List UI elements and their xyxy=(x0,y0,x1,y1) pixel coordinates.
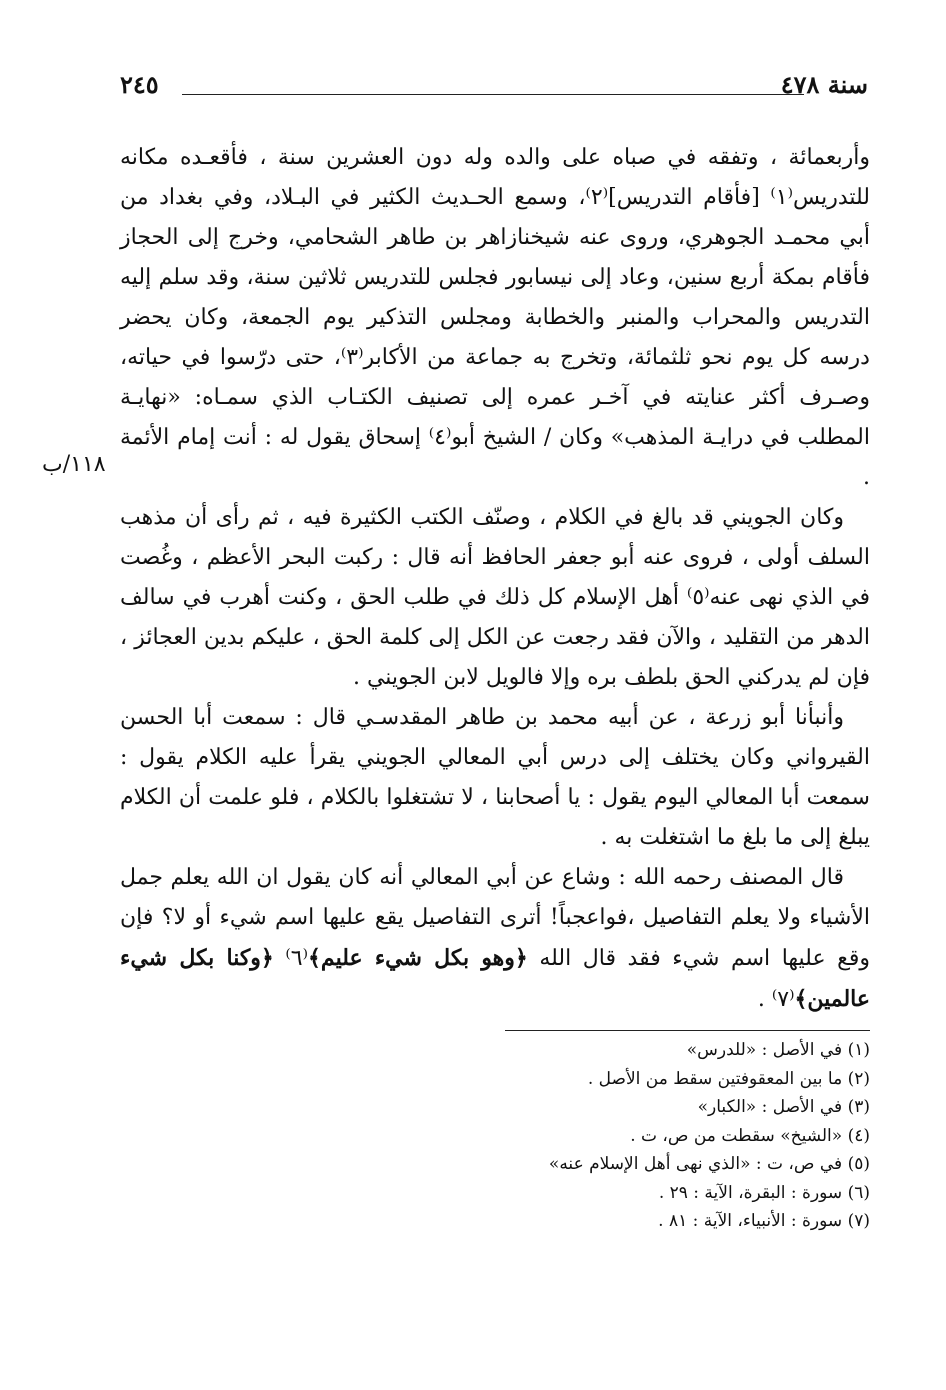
footnote-ref-6: ⁽٦⁾ xyxy=(273,946,309,971)
footnote-7: (٧) سورة : الأنبياء، الآية : ٨١ . xyxy=(658,1211,870,1231)
footnote-6: (٦) سورة : البقرة، الآية : ٢٩ . xyxy=(658,1182,870,1203)
header-rule xyxy=(182,94,804,95)
footnote-2: (٢) ما بين المعقوفتين سقط من الأصل . xyxy=(587,1068,870,1089)
main-text xyxy=(120,138,870,1020)
paragraph-3: وأنبأنا أبو زرعة ، عن أبيه محمد بن طاهر المقدسـي قال : سمعت أبا الحسن القيرواني وكان يختلف إلى درس أبي المعالي الجويني يقرأ عليه الكلام يقول : سمعت أبا المعالي اليوم يقول : يا أصحابنا ، لا تشتغلوا بالكلام ، فلو علمت أن الكلام يبلغ إلى ما بلغ ما اشتغلت به . xyxy=(120,705,870,850)
footnote-1: (١) في الأصل : «للدرس» xyxy=(686,1040,870,1060)
paragraph-2: وكان الجويني قد بالغ في الكلام ، وصنّف الكتب الكثيرة فيه ، ثم رأى أن مذهب السلف أولى ، فروى عنه أبو جعفر الحافظ أنه قال : ركبت البحر الأعظم ، وغُصت في الذي نهى عنه⁽٥⁾ أهل الإسلام كل ذلك في طلب الحق ، وكنت أهرب في سالف الدهر من التقليد ، والآن فقد رجعت عن الكل إلى كلمة الحق ، عليكم بدين العجائز ، فإن لم يدركني الحق بلطف بره وإلا فالويل لابن الجويني . xyxy=(120,505,870,690)
running-title: سنة ٤٧٨ xyxy=(780,70,868,99)
footnote-ref-7: ⁽٧⁾ . xyxy=(757,987,795,1012)
quran-quote-1: ﴿وهو بكل شيء عليم﴾ xyxy=(308,945,528,971)
page-number: ٢٤٥ xyxy=(120,70,159,99)
footnote-rule xyxy=(505,1030,870,1031)
paragraph-4 xyxy=(120,858,870,1020)
footnotes xyxy=(360,1036,870,1236)
quran-quote-2: ﴿وكنا بكل شيء عالمين﴾ xyxy=(120,945,870,1012)
footnote-5: (٥) في ص، ت : «الذي نهى أهل الإسلام عنه» xyxy=(548,1154,870,1174)
footnote-4: (٤) «الشيخ» سقطت من ص، ت . xyxy=(630,1125,870,1146)
running-header xyxy=(120,70,868,106)
footnote-3: (٣) في الأصل : «الكبار» xyxy=(697,1097,870,1117)
margin-note: ١١٨/ب xyxy=(42,452,106,477)
paragraph-4-text: قال المصنف رحمه الله : وشاع عن أبي المعالي أنه كان يقول ان الله يعلم جمل الأشياء ولا يعلم التفاصيل ،فواعجباً! أترى التفاصيل يقع عليها اسم شيء أو لا؟ فإن وقع عليها اسم شيء فقد قال الله xyxy=(120,865,870,971)
paragraph-1: وأربعمائة ، وتفقه في صباه على والده وله دون العشرين سنة ، فأقعـده مكانه للتدريس⁽١⁾ [فأقام التدريس]⁽٢⁾، وسمع الحـديث الكثير في البـلاد، وفي بغداد من أبي محمـد الجوهري، وروى عنه شيخنازاهر بن طاهر الشحامي، وخرج إلى الحجاز فأقام بمكة أربع سنين، وعاد إلى نيسابور فجلس للتدريس ثلاثين سنة، وقد سلم إليه التدريس والمحراب والمنبر والخطابة ومجلس التذكير يوم الجمعة، وكان يحضر درسه كل يوم نحو ثلثمائة، وتخرج به جماعة من الأكابر⁽٣⁾، حتى درّسوا في حياته، وصـرف أكثر عنايته في آخـر عمره إلى تصنيف الكتـاب الذي سمـاه: «نهايـة المطلب في درايـة المذهب» وكان / الشيخ أبو⁽٤⁾ إسحاق يقول له : أنت إمام الأئمة . xyxy=(120,145,870,490)
